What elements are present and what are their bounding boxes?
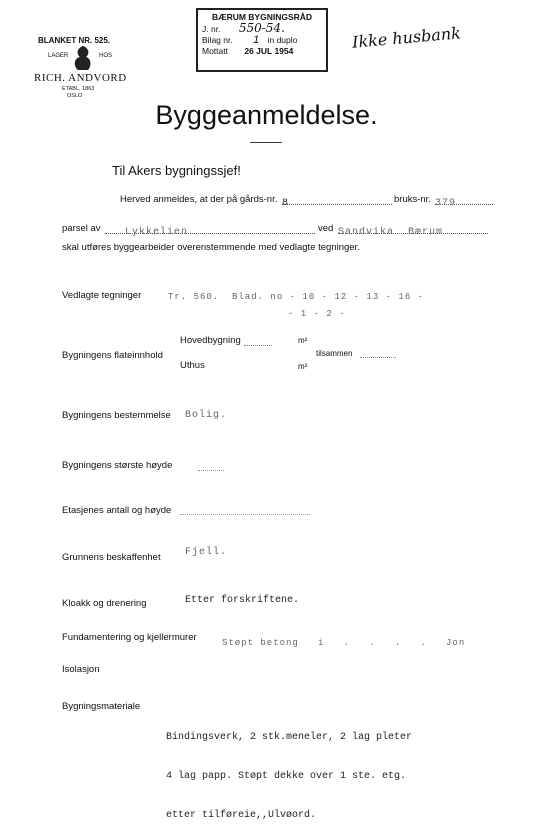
- main-building-label: Hovedbygning: [180, 335, 241, 346]
- stamp-received-row: [202, 46, 322, 57]
- stamp-journal-row: [202, 23, 322, 35]
- stamp-bilag-label: Bilag nr.: [202, 35, 233, 45]
- main-building-field: [244, 345, 272, 346]
- publisher-name: RICH. ANDVORD: [34, 72, 127, 84]
- ved-label: ved: [318, 223, 334, 234]
- parsel-value: Lykkelien: [125, 227, 189, 238]
- stamp-bilag-suffix: in duplo: [267, 35, 298, 45]
- foundation-label: Fundamentering og kjellermurer: [62, 632, 197, 643]
- outbuilding-unit: m²: [298, 362, 308, 371]
- stamp-title: BÆRUM BYGNINGSRÅD: [211, 12, 313, 22]
- intro-skal: skal utføres byggearbeider overenstemmende med vedlagte tegninger.: [62, 242, 360, 253]
- lager-label: LAGER: [48, 53, 69, 59]
- area-label: Bygningens flateinnhold: [62, 350, 163, 361]
- title-divider: [250, 142, 282, 143]
- outbuilding-label: Uthus: [180, 360, 205, 371]
- stamp-journal-label: J. nr.: [202, 24, 221, 34]
- material-line: etter tilføreie,,Ulvøord.: [166, 810, 317, 821]
- stamp-bilag-row: [202, 35, 322, 46]
- total-field: [360, 357, 396, 358]
- foundation-value: Støpt betong i . . . . Jon: [222, 638, 466, 648]
- drawings-label: Vedlagte tegninger: [62, 290, 142, 301]
- max-height-label: Bygningens største høyde: [62, 460, 173, 471]
- publisher-logo: [68, 44, 98, 72]
- handwritten-note: Ikke husbank: [351, 23, 462, 52]
- max-height-field: [198, 470, 224, 471]
- floors-field: [180, 514, 310, 515]
- ved-field: [338, 221, 488, 238]
- stamp-received-date: 26 JUL 1954: [244, 46, 294, 56]
- publisher-city: OSLO: [67, 93, 83, 99]
- form-number: BLANKET NR. 525.: [38, 36, 111, 45]
- hos-label: HOS: [99, 53, 113, 59]
- total-label: tilsammen: [316, 349, 353, 358]
- material-value: [166, 705, 412, 835]
- material-label: Bygningsmateriale: [62, 701, 141, 712]
- sewage-value: Etter forskriftene.: [185, 595, 300, 606]
- drawings-value: Tr. 560. Blad. no - 10 - 12 - 13 - 16 -: [168, 292, 425, 302]
- ground-value: Fjell.: [185, 547, 228, 558]
- material-line: Bindingsverk, 2 stk.meneler, 2 lag pleter: [166, 732, 413, 743]
- gards-value: 8: [282, 198, 289, 209]
- addressee: Til Akers bygningssjef!: [112, 163, 241, 178]
- bruks-field: [435, 192, 493, 209]
- insulation-label: Isolasjon: [62, 664, 100, 675]
- parsel-label: parsel av: [62, 223, 101, 234]
- bruks-value: 379: [435, 198, 457, 209]
- page-title: Byggeanmeldelse.: [155, 100, 378, 130]
- bruks-label: bruks-nr.: [394, 194, 431, 205]
- main-building-unit: m²: [298, 336, 308, 345]
- gards-field: [282, 192, 392, 209]
- purpose-value: Bolig.: [185, 410, 228, 421]
- publisher-established: ETABL. 1863: [62, 86, 95, 92]
- ved-value: Sandvika Bærum: [338, 227, 444, 238]
- reception-stamp: [196, 8, 328, 72]
- stamp-journal-value: 550-54.: [238, 21, 285, 35]
- floors-label: Etasjenes antall og høyde: [62, 505, 172, 516]
- stamp-received-label: Mottatt: [202, 46, 228, 56]
- drawings-value-2: - 1 - 2 -: [288, 309, 346, 319]
- sewage-label: Kloakk og drenering: [62, 598, 147, 609]
- parsel-field: [105, 221, 315, 238]
- purpose-label: Bygningens bestemmelse: [62, 410, 171, 421]
- material-line: 4 lag papp. Støpt dekke over 1 ste. etg.: [166, 771, 407, 782]
- stamp-bilag-value: 1: [253, 34, 260, 46]
- intro-herved: Herved anmeldes, at der på gårds-nr.: [120, 194, 278, 205]
- ground-label: Grunnens beskaffenhet: [62, 552, 161, 563]
